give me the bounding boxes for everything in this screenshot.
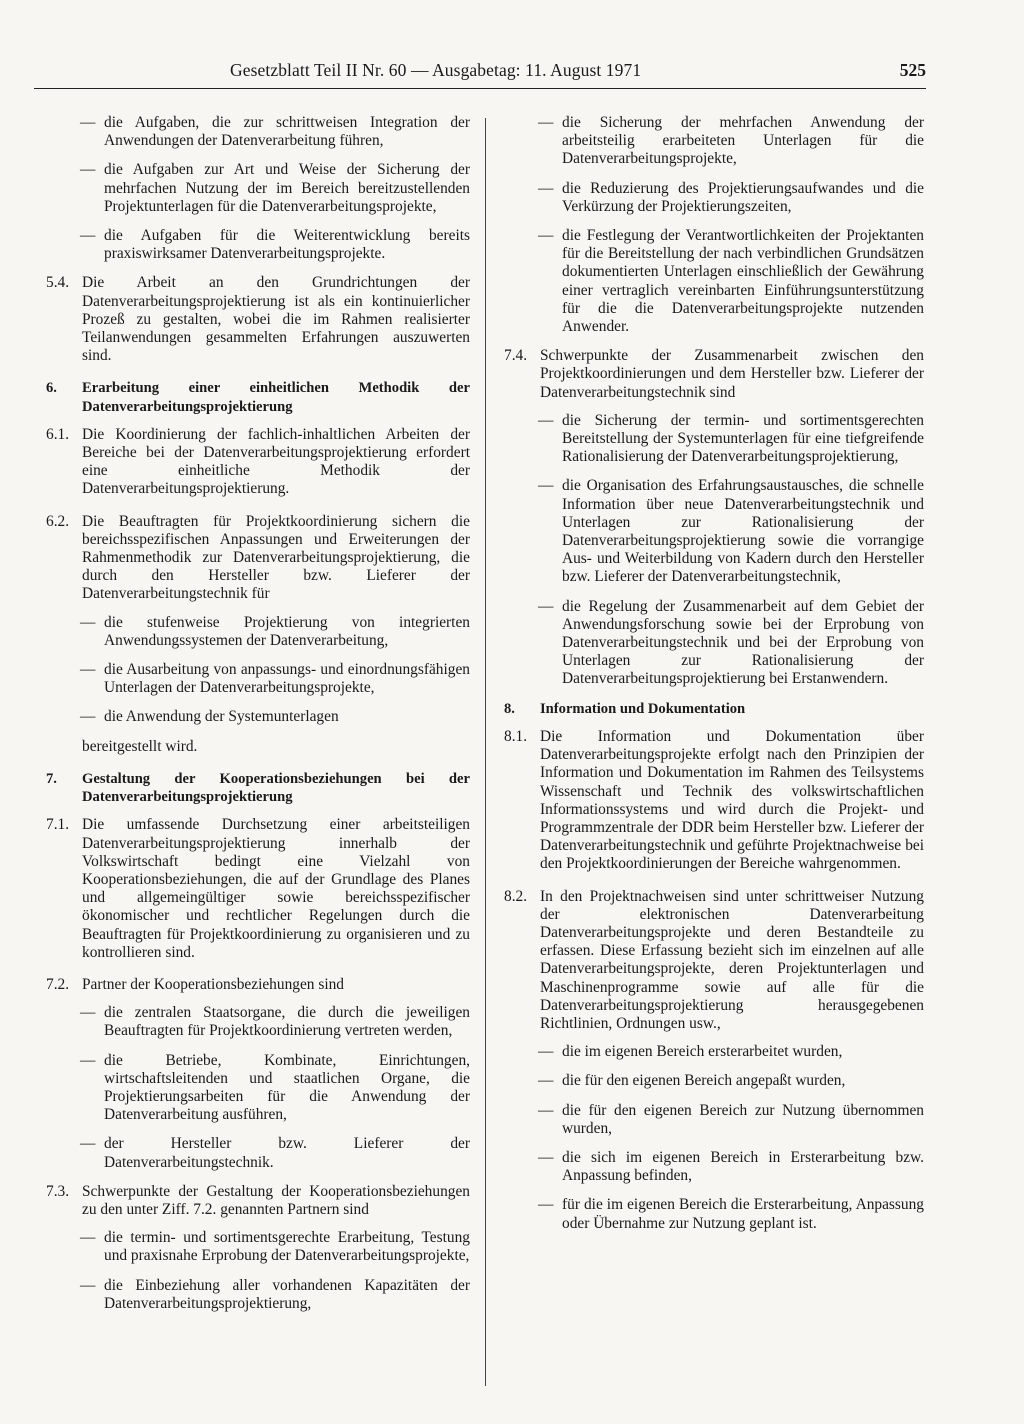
list-item: — die für den eigenen Bereich angepaßt wurden, (504, 1072, 924, 1090)
list-item: — die Aufgaben für die Weiterentwicklung bereits praxiswirksamer Datenverarbeitungsprojekte. (46, 227, 470, 263)
section-number: 5.4. (46, 274, 70, 292)
heading-text: Information und Dokumentation (540, 700, 746, 717)
section-7-3 (46, 1183, 470, 1219)
section-8-2 (504, 888, 924, 1034)
section-number: 8. (504, 700, 515, 717)
list-item: — die Ausarbeitung von anpassungs- und einordnungsfähigen Unterlagen der Datenverarbeitungsprojekte, (46, 661, 470, 697)
section-text: Die Beauftragten für Projektkoordinierung sichern die bereichsspezifischen Anpassungen und Erweiterungen der Rahmenmethodik zur Datenverarbeitungsprojektierung, die durch den Hersteller bzw. Lieferer der Datenverarbeitungstechnik für (82, 512, 470, 603)
list-item: — die Regelung der Zusammenarbeit auf dem Gebiet der Anwendungsforschung sowie bei der Erprobung von Datenverarbeitungstechnik und bei der Erprobung von Unterlagen zur Rationalisierung der Datenverarbeitungsprojektierung bei Erstanwendern. (504, 598, 924, 689)
section-number: 8.1. (504, 727, 528, 745)
list-item: — die Reduzierung des Projektierungsaufwandes und die Verkürzung der Projektierungszeiten, (504, 180, 924, 216)
section-number: 6.2. (46, 512, 70, 530)
list-item: — die zentralen Staatsorgane, die durch die jeweiligen Beauftragten für Projektkoordinierung vertreten werden, (46, 1004, 470, 1040)
section-number: 7.1. (46, 816, 70, 834)
section-number: 7. (46, 770, 57, 787)
section-number: 7.2. (46, 975, 70, 993)
list-item: — die Sicherung der mehrfachen Anwendung der arbeitsteilig erarbeiteten Unterlagen für die Datenverarbeitungsprojekte, (504, 114, 924, 169)
section-number: 7.4. (504, 347, 528, 365)
section-8-1 (504, 728, 924, 874)
section-number: 6.1. (46, 425, 70, 443)
section-number: 6. (46, 380, 57, 397)
list-item: — der Hersteller bzw. Lieferer der Datenverarbeitungstechnik. (46, 1135, 470, 1171)
list-item: — die im eigenen Bereich ersterarbeitet wurden, (504, 1043, 924, 1061)
section-7-4 (504, 347, 924, 402)
list-item: — für die im eigenen Bereich die Ersterarbeitung, Anpassung oder Übernahme zur Nutzung geplant ist. (504, 1196, 924, 1232)
section-7-heading (46, 770, 470, 806)
section-6-2 (46, 513, 470, 604)
section-text: Partner der Kooperationsbeziehungen sind (82, 975, 344, 993)
list-item: — die termin- und sortimentsgerechte Erarbeitung, Testung und praxisnahe Erprobung der Datenverarbeitungsprojekte, (46, 1229, 470, 1265)
section-6-2-end: bereitgestellt wird. (82, 737, 198, 755)
section-7-2 (46, 976, 470, 994)
list-item: — die Organisation des Erfahrungsaustausches, die schnelle Information über neue Datenverarbeitungstechnik und Unterlagen zur Rationalisierung der Datenverarbeitungsprojektierung sowie die vorrangige Aus- und Weiterbildung von Kadern durch den Hersteller bzw. Lieferer der Datenverarbeitungstechnik, (504, 477, 924, 586)
list-item: — die für den eigenen Bereich zur Nutzung übernommen wurden, (504, 1102, 924, 1138)
list-item: — die stufenweise Projektierung von integrierten Anwendungssystemen der Datenverarbeitung, (46, 614, 470, 650)
list-item: — die Aufgaben, die zur schrittweisen Integration der Anwendungen der Datenverarbeitung führen, (46, 114, 470, 150)
section-text: Schwerpunkte der Zusammenarbeit zwischen den Projektkoordinierungen und dem Hersteller bzw. Lieferer der Datenverarbeitungstechnik sind (540, 347, 924, 401)
page-number: 525 (899, 60, 926, 80)
heading-text: Erarbeitung einer einheitlichen Methodik der Datenverarbeitungsprojektierung (82, 380, 470, 415)
page-header (34, 58, 926, 89)
list-item: — die Aufgaben zur Art und Weise der Sicherung der mehrfachen Nutzung der im Bereich bereitzustellenden Projektunterlagen für die Datenverarbeitungsprojekte, (46, 161, 470, 216)
list-item: — die Einbeziehung aller vorhandenen Kapazitäten der Datenverarbeitungsprojektierung, (46, 1277, 470, 1313)
list-item: — die Festlegung der Verantwortlichkeiten der Projektanten für die Bereitstellung der nach verbindlichen Grundsätzen dokumentierten Unterlagen einschließlich der Gewährung einer vertraglich vereinbarten Einführungsunterstützung für die die Datenverarbeitungsprojekte nutzenden Anwender. (504, 227, 924, 336)
section-text: Die umfassende Durchsetzung einer arbeitsteiligen Datenverarbeitungsprojektierung innerhalb der Volkswirtschaft bedingt eine Vielzahl von Kooperationsbeziehungen, die auf der Grundlage des Planes und allgemeingültiger sowie bereichsspezifischer ökonomischer und rechtlicher Regelungen durch die Beauftragten für Projektkoordinierung zu organisieren und zu kontrollieren sind. (82, 816, 470, 961)
section-6-1 (46, 426, 470, 499)
section-8-heading (504, 700, 924, 718)
list-item: — die Anwendung der Systemunterlagen (46, 708, 470, 726)
section-number: 8.2. (504, 887, 528, 905)
section-text: Die Arbeit an den Grundrichtungen der Datenverarbeitungsprojektierung ist als ein kontinuierlicher Prozeß zu gestalten, wobei die im Rahmen realisierter Teilanwendungen gesammelten Erfahrungen auszuwerten sind. (82, 274, 470, 365)
section-number: 7.3. (46, 1182, 70, 1200)
section-text: Die Information und Dokumentation über Datenverarbeitungsprojekte erfolgt nach den Prinzipien der Information und Dokumentation im Rahmen des Teilsystems Wissenschaft und Technik des volkswirtschaftlichen Informationssystems und wird durch die Projekt- und Programmzentrale der DDR beim Hersteller bzw. Lieferer der Datenverarbeitungstechnik und geführte Projektnachweise bei den Projektkoordinierungen der Bereiche wahrgenommen. (540, 727, 924, 873)
list-item: — die Betriebe, Kombinate, Einrichtungen, wirtschaftsleitenden und staatlichen Organe, die Projektierungsarbeiten für die Anwendung der Datenverarbeitung ausführen, (46, 1052, 470, 1125)
section-6-heading (46, 379, 470, 415)
section-text: Die Koordinierung der fachlich-inhaltlichen Arbeiten der Bereiche bei der Datenverarbeitungsprojektierung erfordert eine einheitliche Methodik der Datenverarbeitungsprojektierung. (82, 425, 470, 498)
column-divider (485, 118, 486, 1386)
right-column (504, 114, 924, 1244)
section-5-4 (46, 274, 470, 365)
list-item: — die sich im eigenen Bereich in Ersterarbeitung bzw. Anpassung befinden, (504, 1149, 924, 1185)
section-text: In den Projektnachweisen sind unter schrittweiser Nutzung der elektronischen Datenverarbeitung Datenverarbeitungsprojekte und deren Bestandteile zu erfassen. Diese Erfassung bezieht sich im einzelnen auf alle Datenverarbeitungsprojekte, deren Projektunterlagen und Maschinenprogramme sowie auf alle für die Datenverarbeitungsprojektierung herausgegebenen Richtlinien, Ordnungen usw., (540, 887, 924, 1032)
header-title: Gesetzblatt Teil II Nr. 60 — Ausgabetag: 11. August 1971 (230, 60, 642, 80)
section-text: Schwerpunkte der Gestaltung der Kooperationsbeziehungen zu den unter Ziff. 7.2. genannten Partnern sind (82, 1182, 470, 1218)
left-column (46, 114, 470, 1324)
list-item: — die Sicherung der termin- und sortimentsgerechten Bereitstellung der Systemunterlagen für eine tiefgreifende Rationalisierung der Datenverarbeitungsprojektierung, (504, 412, 924, 467)
heading-text: Gestaltung der Kooperationsbeziehungen bei der Datenverarbeitungsprojektierung (82, 770, 470, 806)
section-7-1 (46, 816, 470, 962)
